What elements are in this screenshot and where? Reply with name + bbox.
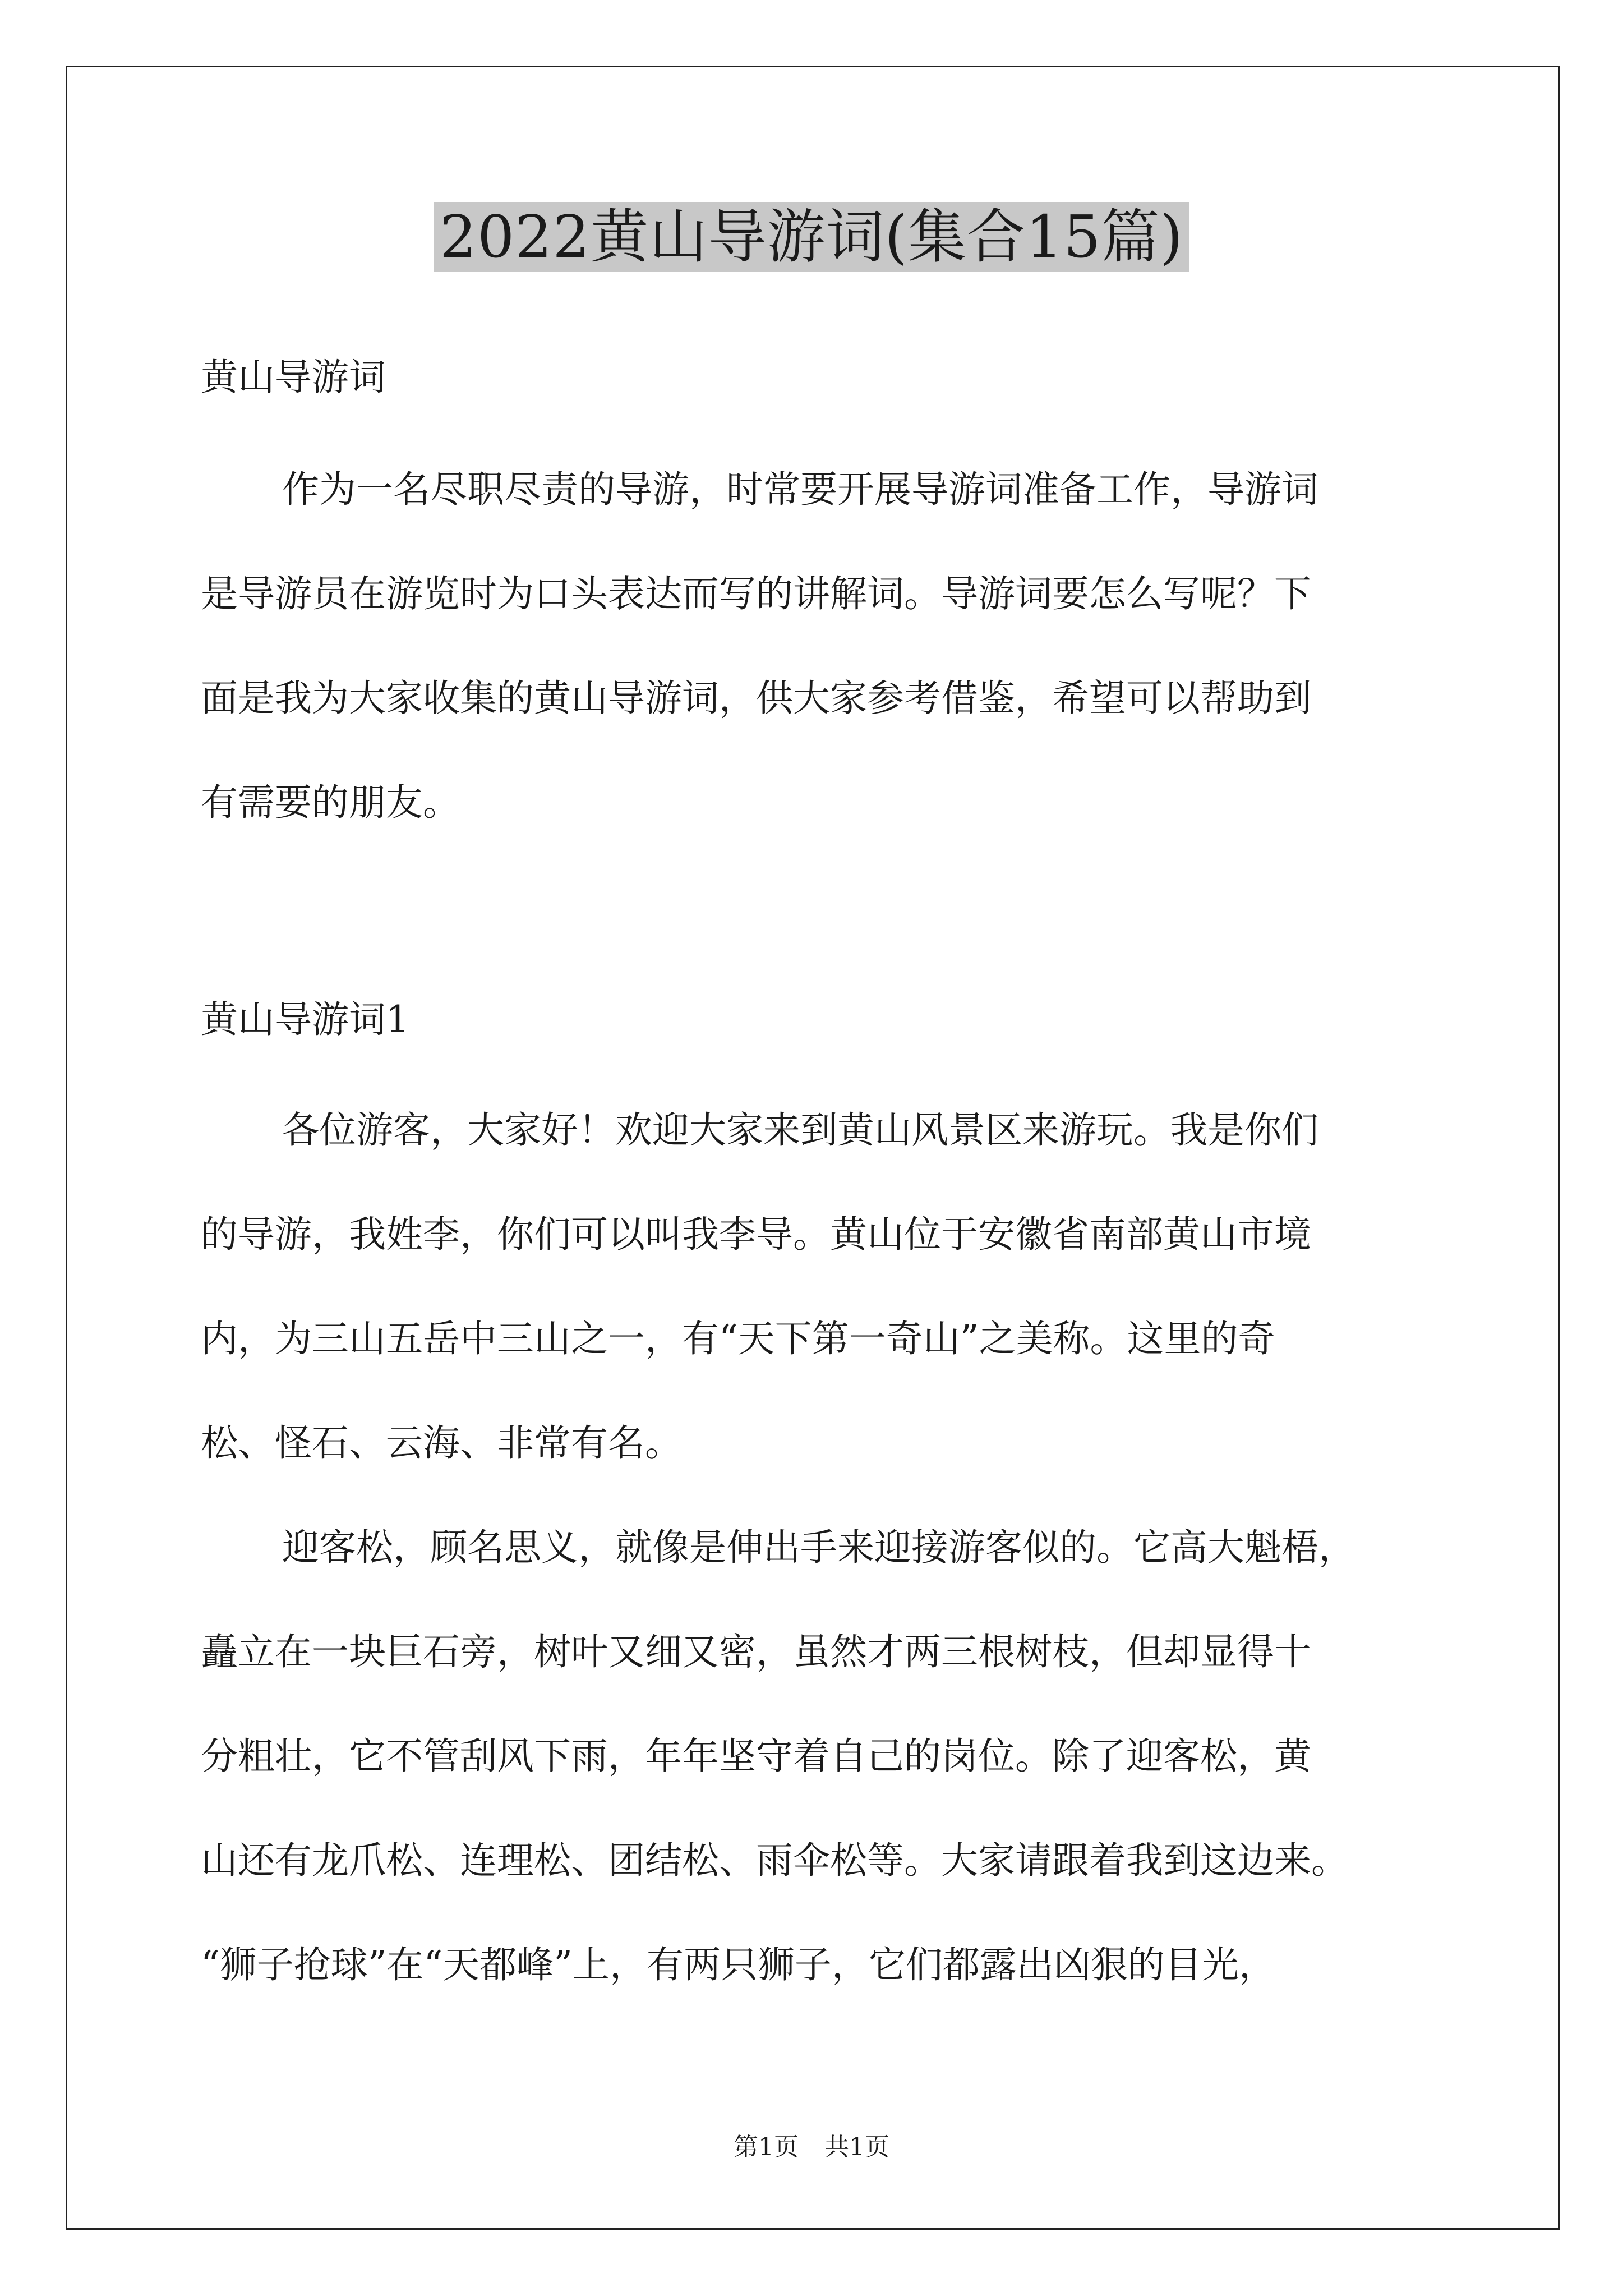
text-line: 内，为三山五岳中三山之一，有“天下第一奇山”之美称。这里的奇 — [201, 1317, 1275, 1360]
page-number: 第1页 — [734, 2133, 799, 2161]
text-line: 迎客松，顾名思义，就像是伸出手来迎接游客似的。它高大魁梧， — [282, 1526, 1355, 1569]
section-heading-intro: 黄山导游词 — [201, 356, 386, 399]
text-line: 是导游员在游览时为口头表达而写的讲解词。导游词要怎么写呢？下 — [201, 572, 1311, 615]
paragraph-2 — [201, 1496, 1429, 2017]
title-container — [0, 202, 1623, 272]
text-line: 山还有龙爪松、连理松、团结松、雨伞松等。大家请跟着我到这边来。 — [201, 1839, 1348, 1882]
paragraph-1 — [201, 1078, 1429, 1496]
page-total: 共1页 — [824, 2133, 889, 2161]
text-line: 矗立在一块巨石旁，树叶又细又密，虽然才两三根树枝，但却显得十 — [201, 1630, 1311, 1673]
text-line: 松、怪石、云海、非常有名。 — [201, 1421, 682, 1465]
text-line: 的导游，我姓李，你们可以叫我李导。黄山位于安徽省南部黄山市境 — [201, 1213, 1311, 1256]
document-title: 2022黄山导游词(集合15篇) — [434, 202, 1189, 272]
text-line: 分粗壮，它不管刮风下雨，年年坚守着自己的岗位。除了迎客松，黄 — [201, 1734, 1311, 1778]
text-line: 各位游客，大家好！欢迎大家来到黄山风景区来游玩。我是你们 — [282, 1108, 1318, 1152]
intro-paragraph — [201, 438, 1429, 855]
text-line: 面是我为大家收集的黄山导游词，供大家参考借鉴，希望可以帮助到 — [201, 677, 1311, 720]
text-line: “狮子抢球”在“天都峰”上，有两只狮子，它们都露出凶狠的目光， — [201, 1943, 1276, 1986]
section-heading-1: 黄山导游词1 — [201, 998, 409, 1041]
page-footer — [0, 2135, 1623, 2160]
text-line: 有需要的朋友。 — [201, 781, 460, 824]
text-line: 作为一名尽职尽责的导游，时常要开展导游词准备工作，导游词 — [282, 468, 1318, 511]
